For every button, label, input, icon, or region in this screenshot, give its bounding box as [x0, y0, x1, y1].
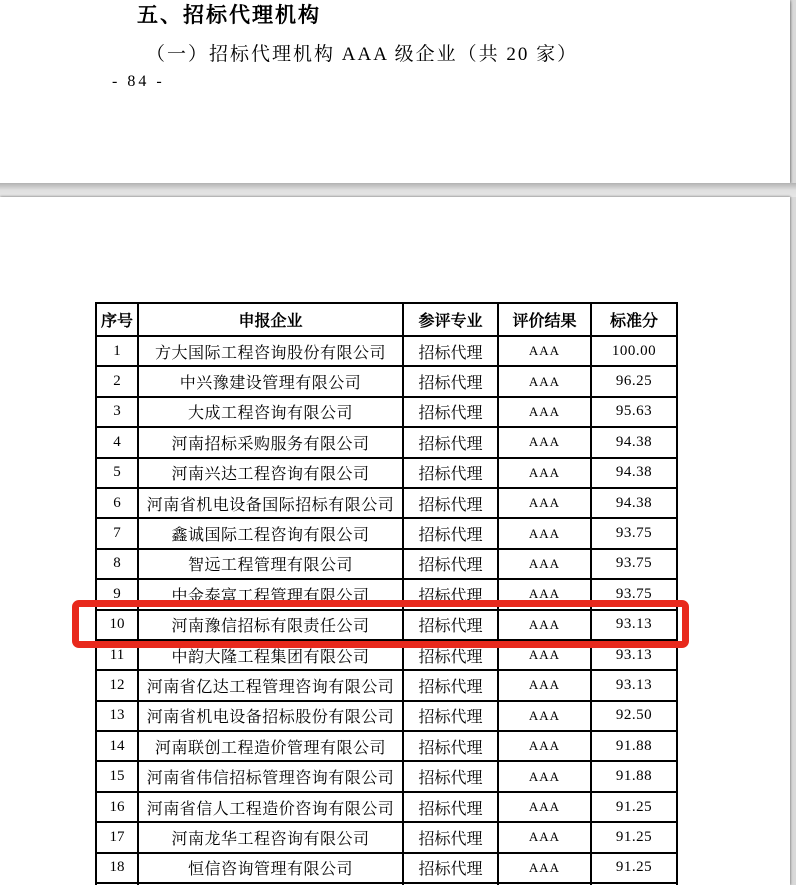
- cell-company: 智远工程管理有限公司: [138, 549, 403, 579]
- table-row: [96, 761, 677, 791]
- cell-score: 92.50: [591, 701, 677, 731]
- cell-company: 恒信咨询管理有限公司: [138, 853, 403, 883]
- table-body: [96, 336, 677, 885]
- table-row: [96, 336, 677, 366]
- cell-result: AAA: [498, 518, 591, 548]
- cell-company: 河南兴达工程咨询有限公司: [138, 458, 403, 488]
- document-page-bottom: [0, 197, 790, 885]
- table-row: [96, 670, 677, 700]
- cell-result: AAA: [498, 397, 591, 427]
- table-row: [96, 366, 677, 396]
- cell-company: 河南招标采购服务有限公司: [138, 427, 403, 457]
- cell-score: 91.25: [591, 822, 677, 852]
- cell-no: 1: [96, 336, 138, 366]
- cell-result: AAA: [498, 427, 591, 457]
- cell-company: 河南省信人工程造价咨询有限公司: [138, 792, 403, 822]
- cell-no: 10: [96, 610, 138, 640]
- cell-result: AAA: [498, 488, 591, 518]
- cell-specialty: 招标代理: [403, 761, 498, 791]
- cell-no: 8: [96, 549, 138, 579]
- cell-result: AAA: [498, 670, 591, 700]
- table-row: [96, 427, 677, 457]
- col-header-specialty: 参评专业: [403, 303, 498, 336]
- cell-specialty: 招标代理: [403, 792, 498, 822]
- table-row: [96, 640, 677, 670]
- cell-company: 河南豫信招标有限责任公司: [138, 610, 403, 640]
- col-header-result: 评价结果: [498, 303, 591, 336]
- page-break-gap: [0, 183, 796, 197]
- cell-specialty: 招标代理: [403, 579, 498, 609]
- col-header-no: 序号: [96, 303, 138, 336]
- cell-specialty: 招标代理: [403, 670, 498, 700]
- cell-score: 91.88: [591, 731, 677, 761]
- cell-specialty: 招标代理: [403, 397, 498, 427]
- document-page-top: [0, 0, 790, 183]
- cell-result: AAA: [498, 822, 591, 852]
- cell-specialty: 招标代理: [403, 366, 498, 396]
- cell-score: 95.63: [591, 397, 677, 427]
- cell-no: 12: [96, 670, 138, 700]
- cell-company: 大成工程咨询有限公司: [138, 397, 403, 427]
- cell-specialty: 招标代理: [403, 701, 498, 731]
- cell-company: 河南龙华工程咨询有限公司: [138, 822, 403, 852]
- page-number: - 84 -: [112, 73, 165, 90]
- cell-no: 5: [96, 458, 138, 488]
- table-row: [96, 731, 677, 761]
- cell-score: 93.75: [591, 518, 677, 548]
- cell-result: AAA: [498, 549, 591, 579]
- cell-score: 96.25: [591, 366, 677, 396]
- cell-company: 中兴豫建设管理有限公司: [138, 366, 403, 396]
- cell-score: 100.00: [591, 336, 677, 366]
- table-row: [96, 610, 677, 640]
- ranking-table: [95, 302, 678, 885]
- cell-company: 鑫诚国际工程咨询有限公司: [138, 518, 403, 548]
- cell-specialty: 招标代理: [403, 822, 498, 852]
- cell-result: AAA: [498, 853, 591, 883]
- col-header-company: 申报企业: [138, 303, 403, 336]
- cell-company: 方大国际工程咨询股份有限公司: [138, 336, 403, 366]
- cell-company: 中韵大隆工程集团有限公司: [138, 640, 403, 670]
- cell-company: 河南联创工程造价管理有限公司: [138, 731, 403, 761]
- table-row: [96, 792, 677, 822]
- cell-result: AAA: [498, 458, 591, 488]
- cell-result: AAA: [498, 761, 591, 791]
- table-row: [96, 822, 677, 852]
- cell-no: 17: [96, 822, 138, 852]
- cell-no: 3: [96, 397, 138, 427]
- cell-score: 93.75: [591, 579, 677, 609]
- table-row: [96, 488, 677, 518]
- cell-specialty: 招标代理: [403, 549, 498, 579]
- cell-no: 15: [96, 761, 138, 791]
- cell-no: 2: [96, 366, 138, 396]
- table-row: [96, 458, 677, 488]
- cell-score: 93.13: [591, 640, 677, 670]
- cell-company: 河南省亿达工程管理咨询有限公司: [138, 670, 403, 700]
- cell-specialty: 招标代理: [403, 518, 498, 548]
- cell-specialty: 招标代理: [403, 427, 498, 457]
- section-heading: 五、招标代理机构: [137, 4, 321, 27]
- table-row: [96, 853, 677, 883]
- table-row: [96, 518, 677, 548]
- cell-specialty: 招标代理: [403, 488, 498, 518]
- cell-no: 18: [96, 853, 138, 883]
- cell-score: 91.25: [591, 792, 677, 822]
- cell-company: 中金泰富工程管理有限公司: [138, 579, 403, 609]
- table-row: [96, 549, 677, 579]
- cell-company: 河南省机电设备招标股份有限公司: [138, 701, 403, 731]
- cell-score: 94.38: [591, 458, 677, 488]
- cell-result: AAA: [498, 640, 591, 670]
- cell-result: AAA: [498, 731, 591, 761]
- table-header-row: [96, 303, 677, 336]
- cell-specialty: 招标代理: [403, 610, 498, 640]
- cell-score: 91.25: [591, 853, 677, 883]
- col-header-score: 标准分: [591, 303, 677, 336]
- cell-result: AAA: [498, 610, 591, 640]
- cell-specialty: 招标代理: [403, 458, 498, 488]
- cell-no: 13: [96, 701, 138, 731]
- cell-score: 94.38: [591, 488, 677, 518]
- cell-score: 91.88: [591, 761, 677, 791]
- cell-result: AAA: [498, 579, 591, 609]
- table-row: [96, 701, 677, 731]
- cell-score: 93.13: [591, 610, 677, 640]
- cell-no: 7: [96, 518, 138, 548]
- cell-company: 河南省机电设备国际招标有限公司: [138, 488, 403, 518]
- cell-result: AAA: [498, 792, 591, 822]
- cell-specialty: 招标代理: [403, 853, 498, 883]
- cell-result: AAA: [498, 701, 591, 731]
- cell-score: 93.75: [591, 549, 677, 579]
- table-row: [96, 579, 677, 609]
- cell-result: AAA: [498, 336, 591, 366]
- cell-score: 93.13: [591, 670, 677, 700]
- cell-specialty: 招标代理: [403, 731, 498, 761]
- cell-no: 14: [96, 731, 138, 761]
- cell-no: 11: [96, 640, 138, 670]
- section-subheading: （一）招标代理机构 AAA 级企业（共 20 家）: [146, 44, 579, 65]
- cell-no: 16: [96, 792, 138, 822]
- cell-no: 9: [96, 579, 138, 609]
- cell-score: 94.38: [591, 427, 677, 457]
- cell-company: 河南省伟信招标管理咨询有限公司: [138, 761, 403, 791]
- cell-result: AAA: [498, 366, 591, 396]
- cell-no: 4: [96, 427, 138, 457]
- cell-specialty: 招标代理: [403, 336, 498, 366]
- cell-specialty: 招标代理: [403, 640, 498, 670]
- table-row: [96, 397, 677, 427]
- cell-no: 6: [96, 488, 138, 518]
